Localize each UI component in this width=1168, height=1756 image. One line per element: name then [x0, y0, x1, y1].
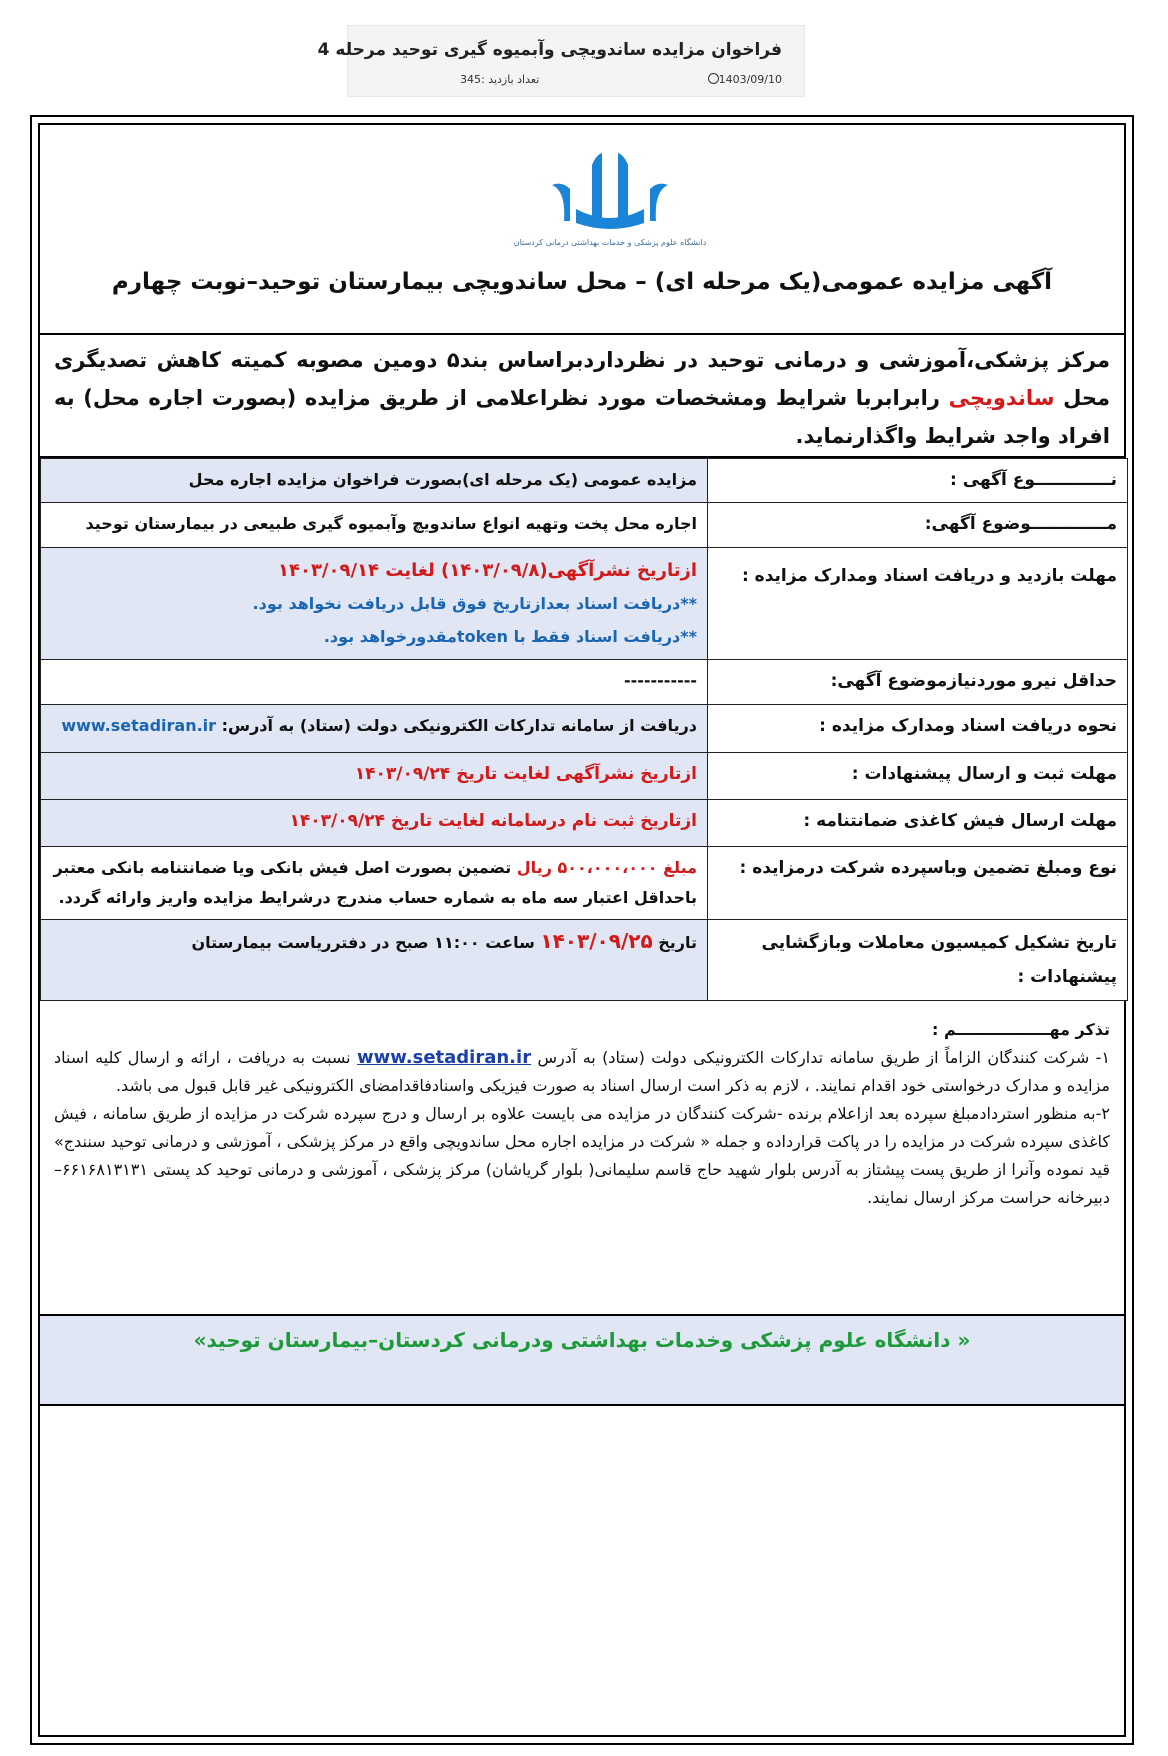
type-label: نـــــــــــــوع آگهی :	[708, 459, 1128, 503]
visit-value	[41, 548, 708, 660]
deposit-amount: مبلغ ۵۰۰،۰۰۰،۰۰۰ ریال	[516, 858, 697, 877]
info-table	[40, 458, 1128, 1001]
page-header-card	[317, 25, 805, 97]
row-deposit	[41, 847, 1128, 920]
notes-heading: تذکر مهـــــــــــــــــم :	[931, 1020, 1110, 1039]
notice-inner	[38, 123, 1126, 1737]
commission-value	[41, 920, 708, 1001]
method-label: نحوه دریافت اسناد ومدارک مزایده :	[708, 705, 1128, 753]
visit-note-1: **دریافت اسناد بعدازتاریخ فوق قابل دریافت نخواهد بود.	[252, 594, 697, 613]
note-1-text-1: ۱- شرکت کنندگان الزاماً از طریق سامانه تدارکات الکترونیکی دولت (ستاد) به آدرس	[531, 1048, 1111, 1067]
subject-value: اجاره محل پخت وتهیه انواع ساندویچ وآبمیوه گیری طبیعی در بیمارستان توحید	[41, 503, 708, 548]
paper-value: ازتاریخ ثبت نام درسامانه لغایت تاریخ ۱۴۰۳/۰۹/۲۴	[41, 800, 708, 847]
paper-label: مهلت ارسال فیش کاغذی ضمانتنامه :	[708, 800, 1128, 847]
visit-label: مهلت بازدید و دریافت اسناد ومدارک مزایده :	[708, 548, 1128, 660]
intro-highlight: ساندویچی	[948, 386, 1055, 410]
intro-text-1: مرکز پزشکی،آموزشی و درمانی توحید در نظرداردبراساس بند۵ دومین مصوبه کمیته کاهش تصدیگری محل	[54, 348, 1110, 410]
row-visit	[41, 548, 1128, 660]
intro-text-2: رابرابربا شرایط ومشخصات مورد نظراعلامی از طریق مزایده (بصورت اجاره محل) به افراد واجد شرایط واگذارنماید.	[54, 386, 1110, 448]
logo-text: دانشگاه علوم پزشکی و خدمات بهداشتی درمانی کردستان	[513, 238, 707, 247]
notice-frame	[30, 115, 1134, 1745]
method-value	[41, 705, 708, 753]
publish-date	[704, 73, 782, 86]
row-workforce	[41, 660, 1128, 705]
university-logo	[513, 151, 707, 261]
intro-paragraph	[40, 333, 1124, 458]
deadline-label: مهلت ثبت و ارسال پیشنهادات :	[708, 753, 1128, 800]
page-title: فراخوان مزایده ساندویچی وآبمیوه گیری توحید مرحله 4	[317, 40, 782, 60]
commission-label: تاریخ تشکیل کمیسیون معاملات وبازگشایی پیشنهادات :	[708, 920, 1128, 1001]
subject-label: مـــــــــــــوضوع آگهی:	[708, 503, 1128, 548]
visit-count: تعداد بازدید :345	[460, 73, 540, 86]
method-text: دریافت از سامانه تدارکات الکترونیکی دولت (ستاد) به آدرس:	[216, 716, 697, 735]
row-subject	[41, 503, 1128, 548]
workforce-value: -----------	[41, 660, 708, 705]
type-value: مزایده عمومی (یک مرحله ای)بصورت فراخوان مزایده اجاره محل	[41, 459, 708, 503]
row-type	[41, 459, 1128, 503]
commission-date: ۱۴۰۳/۰۹/۲۵	[540, 929, 653, 953]
method-url-link[interactable]: www.setadiran.ir	[61, 716, 217, 735]
note-1-url-link[interactable]: www.setadiran.ir	[357, 1047, 532, 1068]
row-method	[41, 705, 1128, 753]
deposit-text: تضمین بصورت اصل فیش بانکی ویا ضمانتنامه بانکی معتبر باحداقل اعتبار سه ماه به شماره حساب مندرج درشرایط مزایده واریز وارائه گردد.	[53, 858, 697, 907]
note-1-text-2: نسبت به دریافت ، ارائه و ارسال کلیه اسناد مزایده و مدارک درخواستی خود اقدام نمایند. ، لازم به ذکر است ارسال اسناد به صورت فیزیکی واسنادفاقدامضای الکترونیکی غیر قابل قبول می باشد.	[54, 1048, 1110, 1095]
row-deadline	[41, 753, 1128, 800]
notes-section	[40, 1012, 1124, 1316]
deposit-label: نوع ومبلغ تضمین وباسپرده شرکت درمزایده :	[708, 847, 1128, 920]
deadline-value: ازتاریخ نشرآگهی لغایت تاریخ ۱۴۰۳/۰۹/۲۴	[41, 753, 708, 800]
commission-pre: تاریخ	[652, 933, 697, 952]
visit-dates: ازتاریخ نشرآگهی(۱۴۰۳/۰۹/۸) لغایت ۱۴۰۳/۰۹/۱۴	[277, 560, 697, 581]
note-1	[54, 1044, 1110, 1100]
footer-banner	[40, 1316, 1124, 1406]
footer-text: « دانشگاه علوم پزشکی وخدمات بهداشتی ودرمانی کردستان–بیمارستان توحید»	[193, 1328, 971, 1352]
visit-note-2: **دریافت اسناد فقط با tokenمقدورخواهد بود.	[323, 627, 697, 646]
row-commission	[41, 920, 1128, 1001]
note-2: ۲-به منظور استردادمبلغ سپرده بعد ازاعلام برنده -شرکت کنندگان در مزایده می بایست علاوه بر ارسال و درج سپرده شرکت در مزایده از طریق سامانه ، فیش کاغذی سپرده شرکت در مزایده را در پاکت قرارداده و جمله « شرکت در مزایده اجاره محل ساندویچی واقع در مرکز پزشکی ، آموزشی و درمانی توحید سنندج» قید نموده وآنرا از طریق پست پیشتاز به آدرس بلوار شهید حاج قاسم سلیمانی( بلوار گریاشان) مرکز پزشکی ، آموزشی و درمانی توحید کد پستی ۶۶۱۶۸۱۳۱۳۱– دبیرخانه حراست مرکز ارسال نمایند.	[54, 1104, 1110, 1207]
deposit-value	[41, 847, 708, 920]
commission-post: ساعت ۱۱:۰۰ صبح در دفترریاست بیمارستان	[191, 933, 541, 952]
clock-icon	[708, 73, 719, 84]
publish-date-text: 1403/09/10	[718, 73, 782, 86]
row-paper	[41, 800, 1128, 847]
workforce-label: حداقل نیرو موردنیازموضوع آگهی:	[708, 660, 1128, 705]
notice-title: آگهی مزایده عمومی(یک مرحله ای) – محل ساندویچی بیمارستان توحید–نوبت چهارم	[111, 269, 1053, 295]
